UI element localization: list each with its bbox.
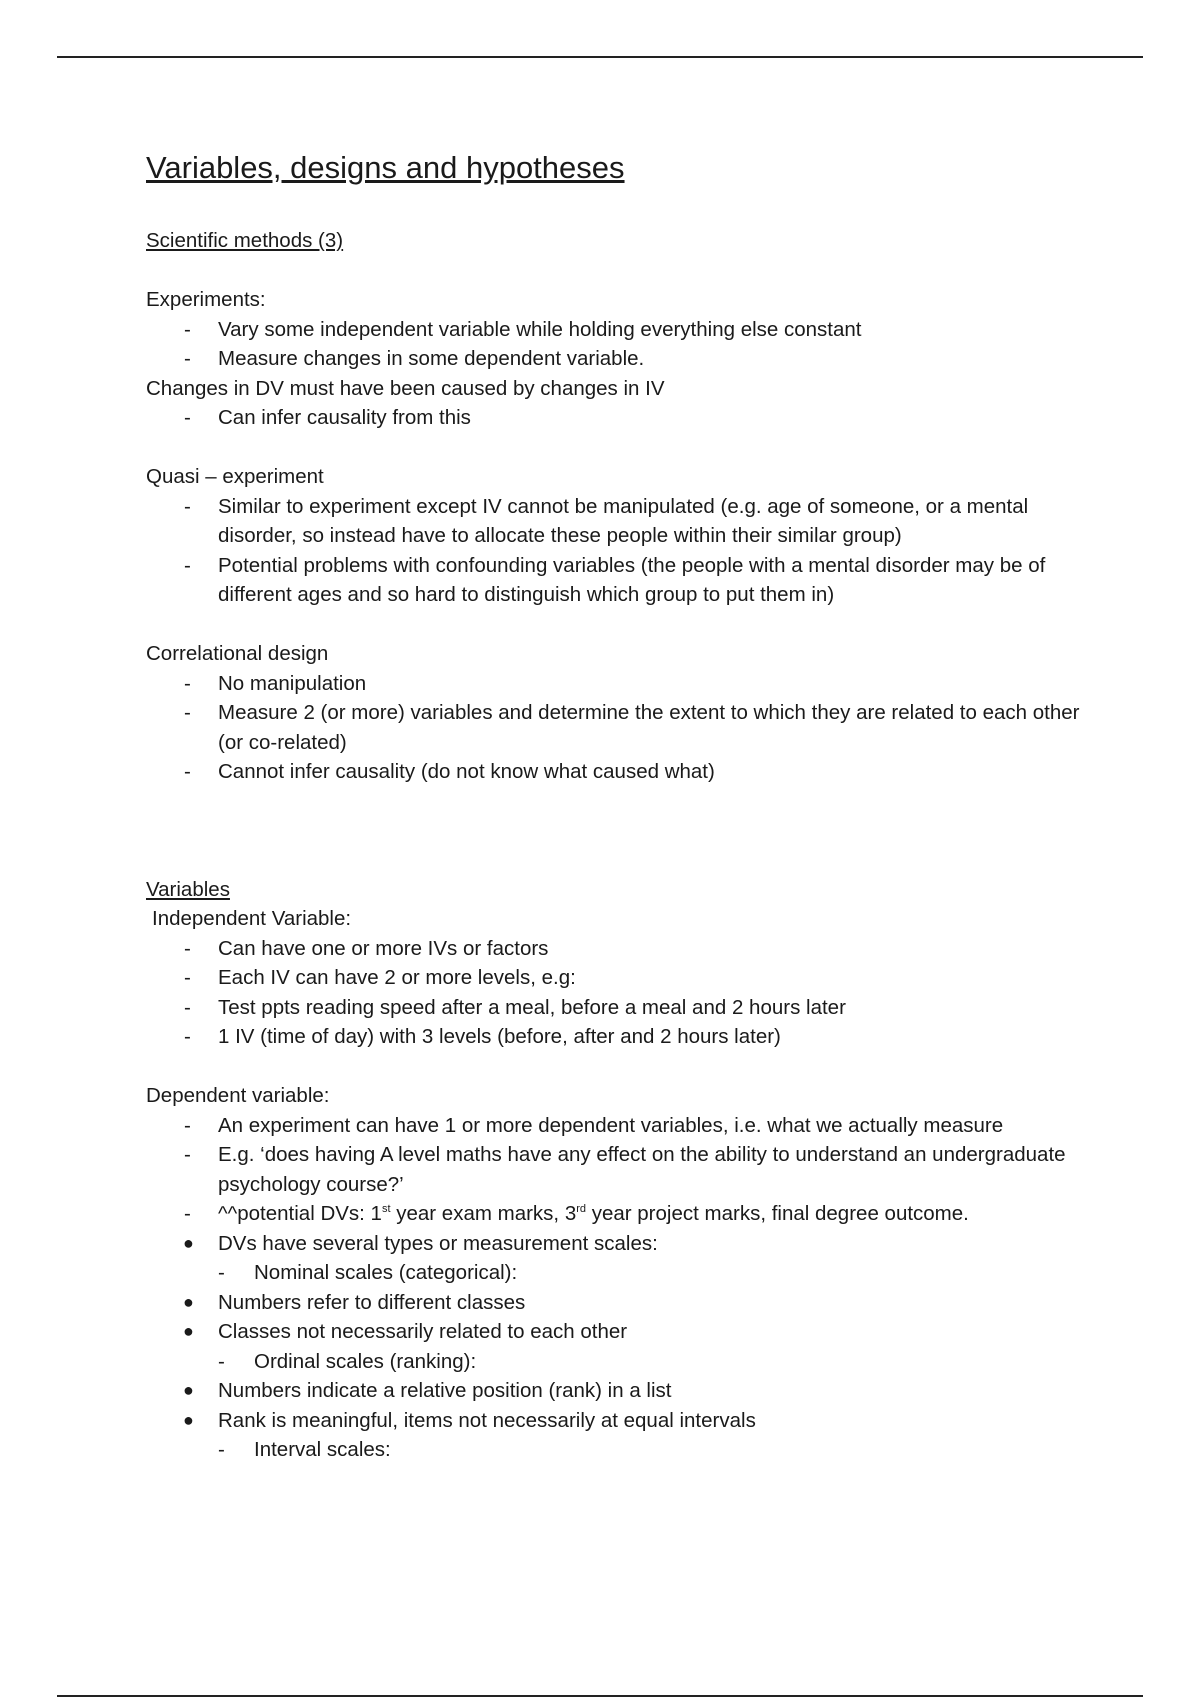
list-item: - Potential problems with confounding variables (the people with a mental disorder may be of different ages and so hard to distinguish which group to put them in) — [184, 553, 1046, 606]
list-item: - Similar to experiment except IV cannot be manipulated (e.g. age of someone, or a mental disorder, so instead have to allocate these people within their similar group) — [184, 494, 1029, 547]
correlational-heading: Correlational design — [146, 642, 329, 665]
dependent-heading: Dependent variable: — [146, 1084, 330, 1107]
list-item: - No manipulation — [184, 671, 367, 695]
bullet-item: ● Numbers refer to different classes — [183, 1290, 526, 1314]
list-item: - An experiment can have 1 or more dependent variables, i.e. what we actually measure — [184, 1113, 1004, 1137]
list-item: - 1 IV (time of day) with 3 levels (before, after and 2 hours later) — [184, 1025, 781, 1048]
experiments-note: Changes in DV must have been caused by changes in IV — [146, 376, 665, 400]
header-rule — [57, 56, 1143, 58]
sub-list-item: - Interval scales: — [218, 1438, 391, 1461]
list-item: - Can infer causality from this — [184, 406, 471, 429]
quasi-heading: Quasi – experiment — [146, 465, 324, 488]
section-variables: Variables — [146, 877, 230, 901]
list-item: - Vary some independent variable while holding everything else constant — [184, 317, 862, 341]
list-item: - Can have one or more IVs or factors — [184, 936, 549, 960]
bullet-item: ● Classes not necessarily related to each other — [183, 1320, 628, 1343]
experiments-heading: Experiments: — [146, 288, 266, 311]
list-item: - E.g. ‘does having A level maths have any effect on the ability to understand an undergraduate psychology course?’ — [184, 1143, 1066, 1196]
section-scientific-methods: Scientific methods (3) — [146, 229, 344, 252]
list-item: - Test ppts reading speed after a meal, before a meal and 2 hours later — [184, 995, 846, 1019]
bullet-item: ● Rank is meaningful, items not necessarily at equal intervals — [183, 1408, 756, 1432]
list-item: - Cannot infer causality (do not know what caused what) — [184, 760, 715, 783]
list-item: - Measure changes in some dependent variable. — [184, 347, 645, 370]
bullet-item: ● DVs have several types or measurement scales: — [183, 1231, 658, 1255]
document-page — [146, 146, 1106, 1465]
page-title: Variables, designs and hypotheses — [146, 150, 625, 185]
sub-list-item: - Nominal scales (categorical): — [218, 1261, 518, 1284]
list-item: - Measure 2 (or more) variables and determine the extent to which they are related to each other (or co-related) — [184, 701, 1080, 754]
independent-heading: Independent Variable: — [152, 907, 352, 930]
footer-rule — [57, 1695, 1143, 1697]
sub-list-item: - Ordinal scales (ranking): — [218, 1349, 477, 1373]
bullet-item: ● Numbers indicate a relative position (rank) in a list — [183, 1379, 672, 1402]
list-item: - Each IV can have 2 or more levels, e.g: — [184, 966, 576, 989]
list-item-potential-dvs: - ^^potential DVs: 1st year exam marks, 3rd year project marks, final degree outcome. — [184, 1202, 969, 1225]
